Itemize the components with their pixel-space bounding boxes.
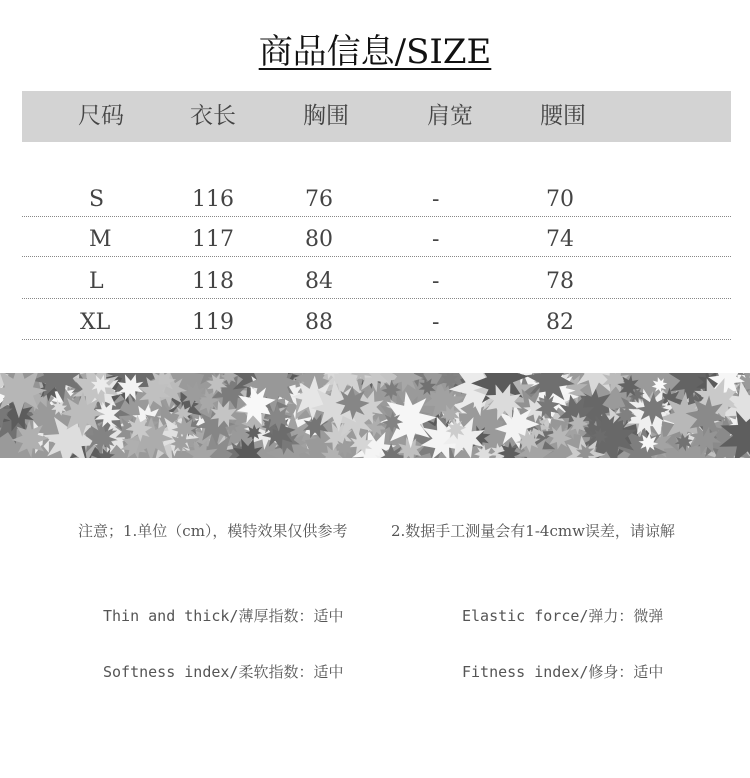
table-row [22,299,731,340]
cell-waist: 70 [546,187,574,212]
maple-leaf-band-image [0,373,750,458]
cell-chest: 88 [305,310,333,335]
header-size: 尺码 [78,103,124,129]
elastic-force: Elastic force/弹力：微弹 [462,607,664,625]
cell-length: 116 [192,187,234,212]
cell-chest: 76 [305,187,333,212]
softness-index: Softness index/柔软指数：适中 [103,663,344,681]
cell-chest: 84 [305,269,333,294]
fitness-index: Fitness index/修身：适中 [462,663,664,681]
cell-shoulder: - [432,227,440,252]
header-shoulder: 肩宽 [427,103,473,129]
cell-shoulder: - [432,269,440,294]
cell-size: M [89,227,112,252]
cell-waist: 82 [546,310,574,335]
thickness-index: Thin and thick/薄厚指数：适中 [103,607,344,625]
table-row [22,176,731,217]
cell-size: XL [80,310,111,335]
note-part-2: 2.数据手工测量会有1-4cmw误差，请谅解 [391,522,675,540]
table-row [22,258,731,299]
table-row [22,216,731,257]
header-waist: 腰围 [540,103,586,129]
cell-length: 118 [192,269,234,294]
header-length: 衣长 [190,103,236,129]
header-chest: 胸围 [303,103,349,129]
cell-shoulder: - [432,187,440,212]
cell-chest: 80 [305,227,333,252]
size-table-header [22,91,731,142]
page-title: 商品信息/SIZE [258,32,492,72]
cell-size: L [89,269,104,294]
cell-waist: 78 [546,269,574,294]
cell-length: 119 [192,310,234,335]
note-part-1: 注意；1.单位（cm），模特效果仅供参考 [78,522,348,540]
cell-length: 117 [192,227,234,252]
maple-leaf-pattern [0,373,750,458]
cell-size: S [89,187,105,212]
cell-shoulder: - [432,310,440,335]
cell-waist: 74 [546,227,574,252]
